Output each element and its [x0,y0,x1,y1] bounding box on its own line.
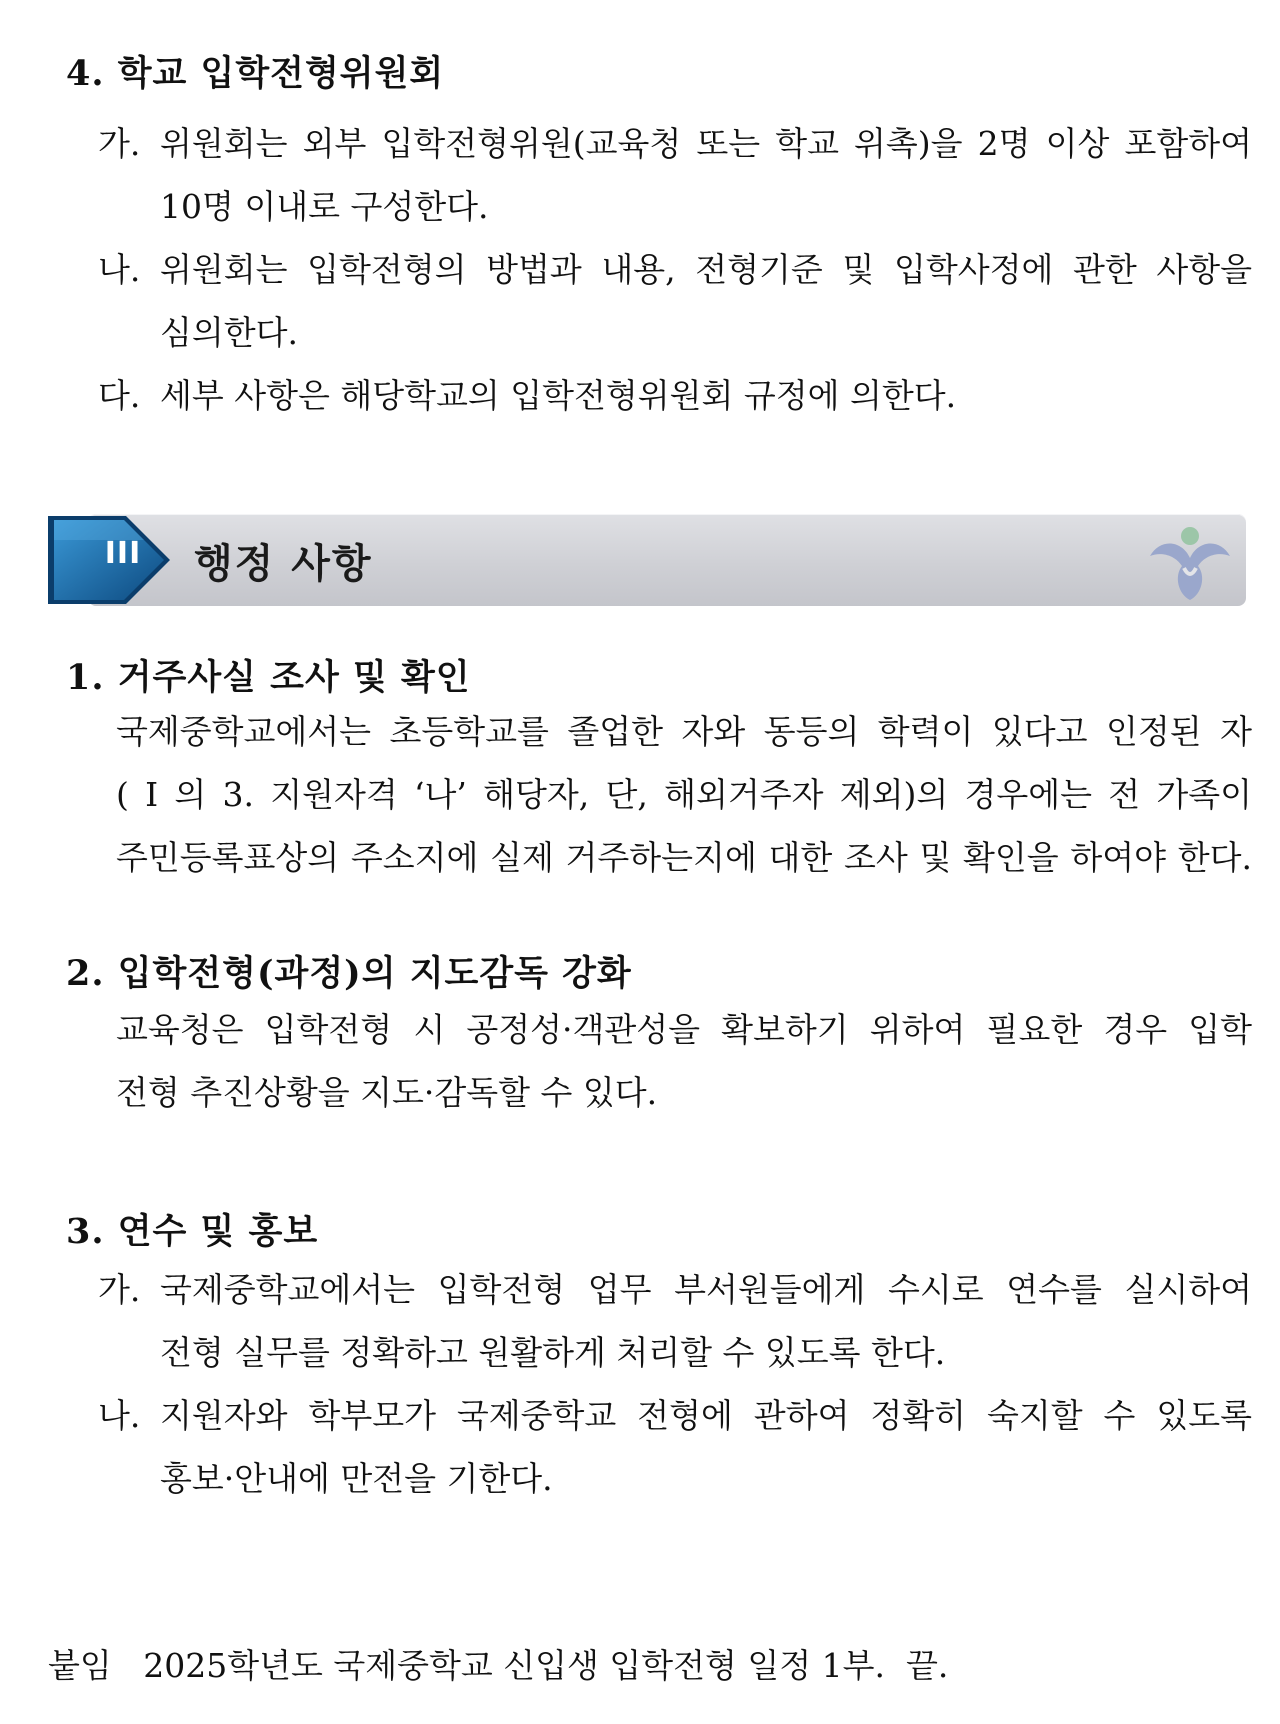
item-line: 위원회는 입학전형의 방법과 내용, 전형기준 및 입학사정에 관한 사항을 [160,250,1252,289]
item-text [160,1384,1252,1510]
section-4-item-ga [98,112,1252,238]
subsection-3-item-na [98,1384,1252,1510]
subsection-2-paragraph [116,998,1252,1124]
subsection-1-heading: 1. 거주사실 조사 및 확인 [66,657,471,698]
paragraph-line: 전형 추진상황을 지도·감독할 수 있다. [116,1073,658,1112]
item-line: 심의한다. [160,313,299,352]
item-marker: 다. [98,376,141,415]
item-text [160,364,1252,427]
item-text [160,112,1252,238]
item-line: 홍보·안내에 만전을 기한다. [160,1459,553,1498]
paragraph-line: 교육청은 입학전형 시 공정성·객관성을 확보하기 위하여 필요한 경우 입학 [116,1010,1252,1049]
section-banner [48,514,1246,606]
paragraph-line: 주민등록표상의 주소지에 실제 거주하는지에 대한 조사 및 확인을 하여야 한다. [116,838,1252,877]
attachment-text: 2025학년도 국제중학교 신입생 입학전형 일정 1부. [143,1646,885,1685]
office-logo-icon [1140,520,1240,602]
section-4-heading: 4. 학교 입학전형위원회 [66,53,445,94]
item-text [160,1258,1252,1384]
banner-roman-numeral: III [104,536,142,571]
section-4-item-na [98,238,1252,364]
attachment-end: 끝. [905,1646,949,1685]
item-line: 위원회는 외부 입학전형위원(교육청 또는 학교 위촉)을 2명 이상 포함하여 [160,124,1252,163]
section-4-item-da [98,364,1252,427]
subsection-2-heading: 2. 입학전형(과정)의 지도감독 강화 [66,953,632,994]
item-line: 전형 실무를 정확하고 원활하게 처리할 수 있도록 한다. [160,1333,946,1372]
subsection-3-item-ga [98,1258,1252,1384]
item-marker: 나. [98,1396,141,1435]
subsection-3-heading: 3. 연수 및 홍보 [66,1211,319,1252]
item-marker: 나. [98,250,141,289]
item-line: 세부 사항은 해당학교의 입학전형위원회 규정에 의한다. [160,376,957,415]
item-line: 국제중학교에서는 입학전형 업무 부서원들에게 수시로 연수를 실시하여 [160,1270,1252,1309]
attachment-line [48,1640,948,1687]
item-marker: 가. [98,1270,141,1309]
item-marker: 가. [98,124,141,163]
paragraph-line: ( I 의 3. 지원자격 ‘나’ 해당자, 단, 해외거주자 제외)의 경우에는 전 가족이 [116,775,1252,814]
item-line: 10명 이내로 구성한다. [160,187,489,226]
item-text [160,238,1252,364]
paragraph-line: 국제중학교에서는 초등학교를 졸업한 자와 동등의 학력이 있다고 인정된 자 [116,712,1252,751]
item-line: 지원자와 학부모가 국제중학교 전형에 관하여 정확히 숙지할 수 있도록 [160,1396,1252,1435]
attachment-label: 붙임 [48,1646,112,1685]
subsection-1-paragraph [116,700,1252,889]
banner-title: 행정 사항 [194,541,373,587]
